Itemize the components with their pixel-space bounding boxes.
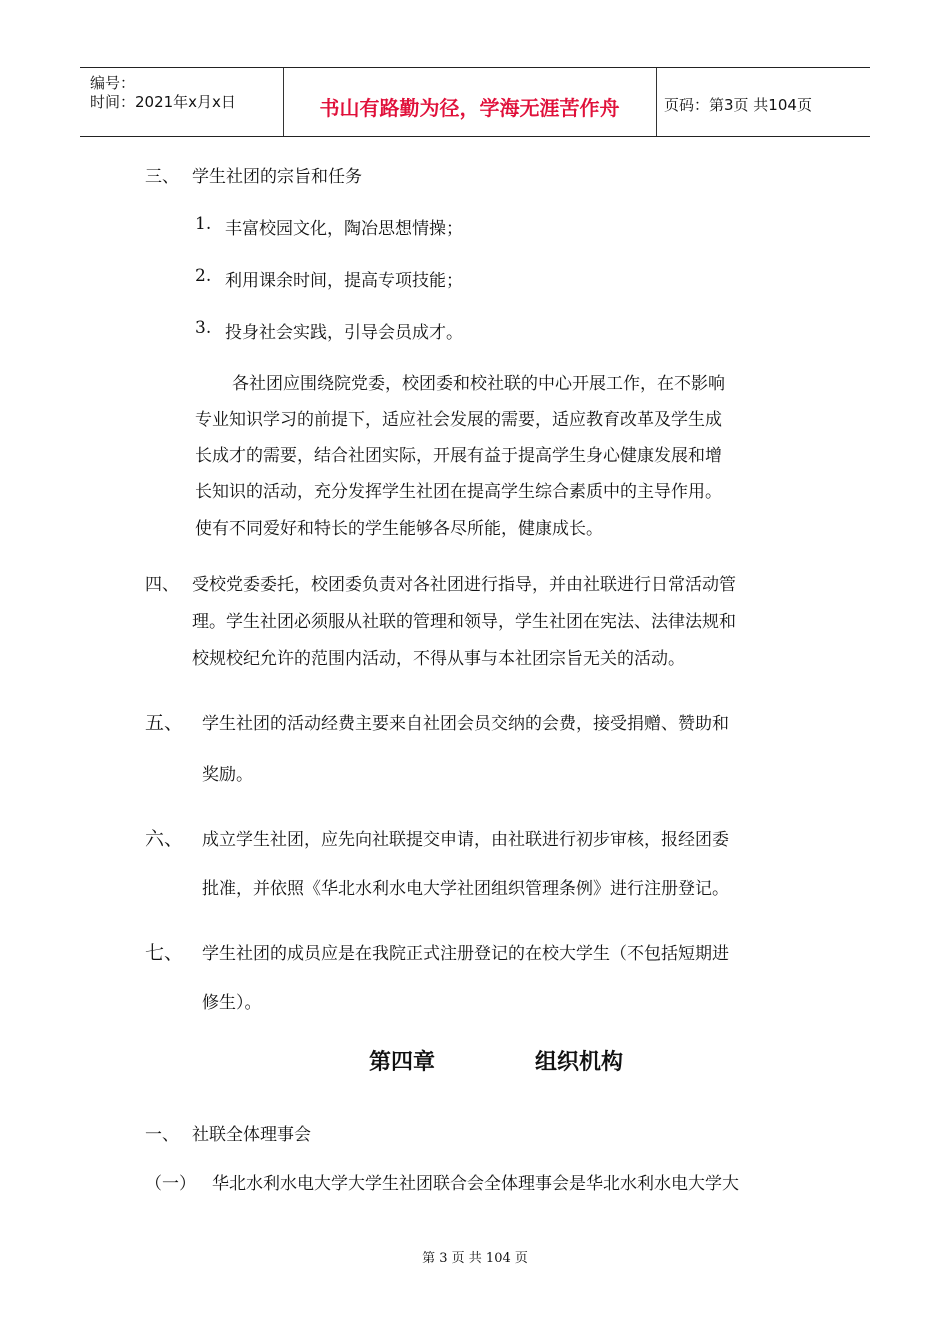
list-item-marker: 2.	[195, 266, 212, 286]
chapter-title: 组织机构	[535, 1050, 624, 1075]
chapter-number: 第四章	[369, 1050, 436, 1075]
page-footer: 第 3 页 共 104 页	[422, 1251, 528, 1266]
paragraph-line: 长知识的活动，充分发挥学生社团在提高学生综合素质中的主导作用。	[195, 482, 722, 502]
document-number-label: 编号：	[90, 74, 136, 92]
chapter4-section-1-heading: 社联全体理事会	[192, 1125, 311, 1145]
header-page-label: 页码：第3页 共104页	[664, 96, 812, 114]
paragraph-line: 专业知识学习的前提下，适应社会发展的需要，适应教育改革及学生成	[195, 410, 722, 430]
subsection-marker: （一）	[145, 1174, 196, 1194]
paragraph-line: 学生社团的成员应是在我院正式注册登记的在校大学生（不包括短期进	[202, 944, 729, 964]
paragraph-line: 各社团应围绕院党委，校团委和校社联的中心开展工作，在不影响	[232, 374, 725, 394]
document-time-label: 时间：2021年x月x日	[90, 93, 236, 111]
list-item-marker: 3.	[195, 318, 212, 338]
paragraph-line: 长成才的需要，结合社团实际，开展有益于提高学生身心健康发展和增	[195, 446, 722, 466]
header-left-cell	[80, 68, 284, 136]
list-item: 丰富校园文化，陶冶思想情操；	[225, 219, 463, 239]
section-7-marker: 七、	[145, 942, 184, 964]
paragraph-line: 修生）。	[202, 993, 262, 1013]
header-motto: 书山有路勤为径，学海无涯苦作舟	[319, 96, 620, 120]
header-middle-cell	[283, 68, 657, 136]
paragraph-line: 华北水利水电大学大学生社团联合会全体理事会是华北水利水电大学大	[212, 1174, 739, 1194]
paragraph-line: 成立学生社团，应先向社联提交申请，由社联进行初步审核，报经团委	[202, 830, 729, 850]
header-right-cell	[656, 68, 870, 136]
paragraph-line: 理。学生社团必须服从社联的管理和领导，学生社团在宪法、法律法规和	[192, 612, 736, 632]
paragraph-line: 奖励。	[202, 765, 253, 785]
section-3-marker: 三、	[145, 167, 179, 187]
paragraph-line: 校规校纪允许的范围内活动，不得从事与本社团宗旨无关的活动。	[192, 649, 685, 669]
paragraph-line: 学生社团的活动经费主要来自社团会员交纳的会费，接受捐赠、赞助和	[202, 714, 729, 734]
list-item: 利用课余时间，提高专项技能；	[225, 271, 463, 291]
section-6-marker: 六、	[145, 828, 184, 850]
section-5-marker: 五、	[145, 712, 184, 734]
section-4-marker: 四、	[145, 575, 179, 595]
paragraph-line: 受校党委委托，校团委负责对各社团进行指导，并由社联进行日常活动管	[192, 575, 736, 595]
paragraph-line: 使有不同爱好和特长的学生能够各尽所能，健康成长。	[195, 519, 603, 539]
page-header	[80, 67, 870, 137]
paragraph-line: 批准，并依照《华北水利水电大学社团组织管理条例》进行注册登记。	[202, 879, 729, 899]
chapter4-section-1-marker: 一、	[145, 1125, 179, 1145]
list-item: 投身社会实践，引导会员成才。	[225, 323, 463, 343]
list-item-marker: 1.	[195, 214, 212, 234]
section-3-heading: 学生社团的宗旨和任务	[192, 167, 362, 187]
